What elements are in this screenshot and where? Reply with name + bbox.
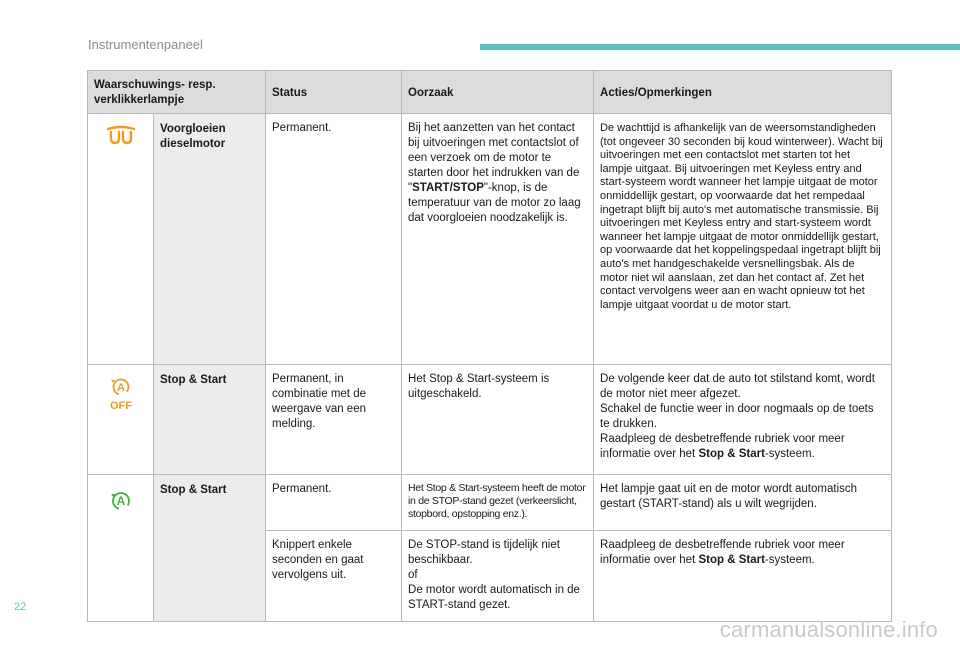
section-accent-bar (480, 44, 960, 50)
header-status: Status (266, 71, 402, 114)
icon-cell (88, 365, 154, 475)
page-number: 22 (14, 601, 27, 613)
lamp-status: Permanent, in combinatie met de weergave van een melding. (266, 365, 402, 475)
icon-cell (88, 114, 154, 365)
lamp-name: Voorgloeien dieselmotor (154, 114, 266, 365)
stop-start-bold: Stop & Start (698, 554, 765, 566)
header-lamp: Waarschuwings- resp. verklikkerlampje (88, 71, 266, 114)
lamp-name: Stop & Start (154, 365, 266, 475)
icon-cell (88, 475, 154, 622)
actions-line: De volgende keer dat de auto tot stilstand komt, wordt de motor niet meer afgezet. (600, 373, 875, 400)
lamp-cause: Het Stop & Start-systeem is uitgeschakeld. (402, 365, 594, 475)
stop-start-bold: Stop & Start (698, 448, 765, 460)
lamp-cause (402, 114, 594, 365)
lamp-name: Stop & Start (154, 475, 266, 622)
lamp-cause: De STOP-stand is tijdelijk niet beschikbaar. of De motor wordt automatisch in de START-stand gezet. (402, 531, 594, 622)
svg-text:A: A (116, 382, 125, 394)
lamp-status: Knippert enkele seconden en gaat vervolgens uit. (266, 531, 402, 622)
actions-text: Raadpleeg de desbetreffende rubriek voor meer informatie over het (600, 539, 845, 566)
svg-text:A: A (116, 494, 125, 508)
actions-text: Raadpleeg de desbetreffende rubriek voor meer informatie over het (600, 433, 845, 460)
glow-plug-icon (106, 124, 136, 148)
actions-text: -systeem. (764, 554, 815, 566)
lamp-actions: De wachttijd is afhankelijk van de weersomstandigheden (tot ongeveer 30 seconden bij koud winterweer). Wacht bij uitvoeringen met een contactslot met starten tot het lampje uitgaat. Bij uitvoeringen met Keyless entry and start-systeem wordt wanneer het lampje uitgaat de motor onmiddellijk gestart, op voorwaarde dat het rempedaal ingetrapt blijft bij auto's met automatische transmissie. Bij uitvoeringen met Keyless entry and start-systeem wordt wanneer het lampje uitgaat de motor onmiddellijk gestart, op voorwaarde dat het koppelingspedaal ingetrapt blijft bij auto's met handgeschakelde versnellingsbak. Als de motor niet wil aanslaan, zet dan het contact af. Zet het contact vervolgens weer aan en wacht opnieuw tot het lampje uitgaat voordat u de motor start. (594, 114, 892, 365)
table-row (88, 365, 892, 475)
stop-start-active-icon (106, 489, 136, 513)
section-title: Instrumentenpaneel (88, 37, 203, 52)
actions-line (600, 432, 885, 462)
watermark: carmanualsonline.info (719, 617, 938, 642)
start-stop-bold: START/STOP (412, 182, 484, 194)
cause-text: "-knop, is de temperatuur van de motor zo laag dat voorgloeien noodzakelijk is. (408, 182, 581, 224)
lamp-status: Permanent. (266, 114, 402, 365)
lamp-cause: Het Stop & Start-systeem heeft de motor in de STOP-stand gezet (verkeerslicht, stopbord, opstopping enz.). (402, 475, 594, 531)
table-header-row (88, 71, 892, 114)
stop-start-off-icon (106, 377, 136, 411)
lamp-status: Permanent. (266, 475, 402, 531)
lamp-actions (594, 531, 892, 622)
lamp-actions: Het lampje gaat uit en de motor wordt automatisch gestart (START-stand) als u wilt wegrijden. (594, 475, 892, 531)
header-cause: Oorzaak (402, 71, 594, 114)
actions-text: -systeem. (764, 448, 815, 460)
lamp-actions (594, 365, 892, 475)
table-row (88, 475, 892, 531)
header-actions: Acties/Opmerkingen (594, 71, 892, 114)
table-row (88, 114, 892, 365)
cause-text: Bij het aanzetten van het contact bij uitvoeringen met contactslot of een verzoek om de motor te starten door het indrukken van de " (408, 122, 580, 194)
svg-text:OFF: OFF (109, 400, 132, 411)
warning-lamps-table (87, 70, 892, 622)
actions-line: Schakel de functie weer in door nogmaals op de toets te drukken. (600, 403, 874, 430)
